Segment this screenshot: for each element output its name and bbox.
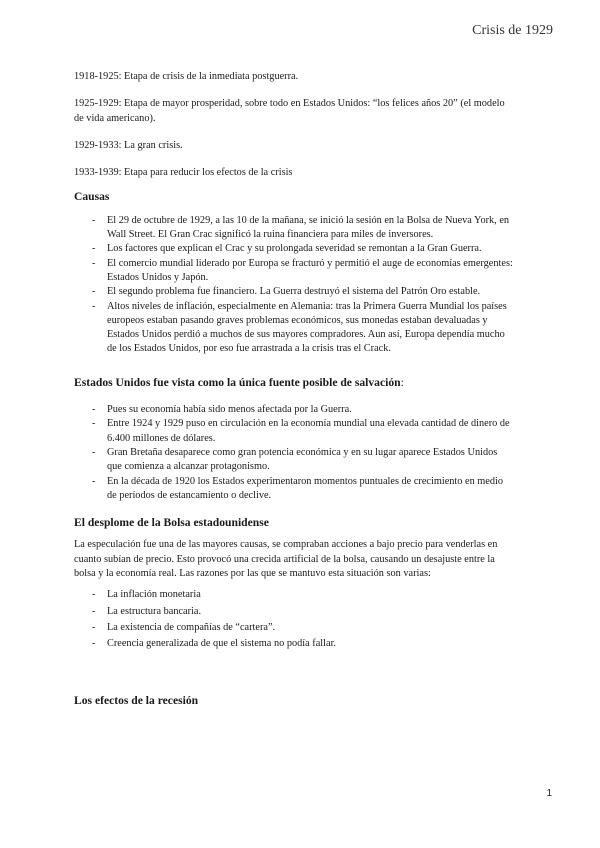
list-marker: - — [92, 404, 96, 416]
causas-list — [74, 214, 514, 357]
list-marker: - — [92, 589, 96, 601]
document-body — [74, 70, 514, 708]
salvacion-list — [74, 403, 514, 503]
desplome-list — [74, 588, 514, 651]
list-item: - Pues su economía había sido menos afectada por la Guerra. — [74, 403, 514, 417]
list-marker: - — [92, 300, 96, 312]
list-marker: - — [92, 418, 96, 430]
list-item: - Creencia generalizada de que el sistema no podía fallar. — [74, 637, 514, 651]
list-item: - La inflación monetaria — [74, 588, 514, 602]
list-item: - La existencia de compañías de “cartera”. — [74, 621, 514, 635]
list-marker: - — [92, 243, 96, 255]
list-marker: - — [92, 605, 96, 617]
list-item: - El segundo problema fue financiero. La Guerra destruyó el sistema del Patrón Oro estable. — [74, 285, 514, 299]
list-item: - El 29 de octubre de 1929, a las 10 de la mañana, se inició la sesión en la Bolsa de Nueva York, en Wall Street. El Gran Crac significó la ruina financiera para miles de inversores. — [92, 214, 510, 241]
list-marker: - — [92, 475, 96, 487]
page-number: 1 — [546, 788, 552, 799]
timeline-entry-4: 1933-1939: Etapa para reducir los efectos de la crisis — [74, 167, 293, 179]
list-item: - El comercio mundial liderado por Europa se fracturó y permitió el auge de economías emergentes: Estados Unidos y Japón. — [92, 257, 513, 283]
list-marker: - — [92, 621, 96, 633]
list-item: - Altos niveles de inflación, especialmente en Alemania: tras la Primera Guerra Mundial los países europeos estaban pasando graves problemas económicos, sus monedas estaban devaluadas y Estados Unidos perdió a muchos de sus mayores compradores. Aun así, Europa dependía mucho de los Estados Unidos, por eso fue arrastrada a la crisis tras el Crack. — [92, 300, 507, 355]
list-marker: - — [92, 257, 96, 269]
timeline-entry-2: 1925-1929: Etapa de mayor prosperidad, sobre todo en Estados Unidos: “los felices años 20” (el modelo de vida americano). — [74, 98, 505, 124]
list-marker: - — [92, 638, 96, 650]
list-item: - Gran Bretaña desaparece como gran potencia económica y en su lugar aparece Estados Unidos que comienza a alcanzar protagonismo. — [92, 446, 498, 473]
desplome-paragraph: La especulación fue una de las mayores causas, se compraban acciones a bajo precio para venderlas en cuanto subían de precio. Esto provocó una crecida artificial de la bolsa, causando un desajuste entre la bolsa y la economía real. Las razones por las que se mantuvo esta situación son varias: — [74, 539, 498, 580]
list-marker: - — [92, 446, 96, 458]
section-heading-desplome: El desplome de la Bolsa estadounidense — [74, 516, 269, 530]
section-heading-salvacion: Estados Unidos fue vista como la única fuente posible de salvación: — [74, 375, 404, 389]
list-item: - Los factores que explican el Crac y su prolongada severidad se remontan a la Gran Guerra. — [74, 242, 514, 256]
section-heading-causas: Causas — [74, 190, 110, 204]
list-marker: - — [92, 214, 96, 226]
page-header-title: Crisis de 1929 — [472, 23, 553, 38]
list-item: - En la década de 1920 los Estados experimentaron momentos puntuales de crecimiento en medio de períodos de estancamiento o declive. — [92, 475, 504, 501]
list-marker: - — [92, 286, 96, 298]
section-heading-efectos: Los efectos de la recesión — [74, 693, 199, 707]
timeline-entry-1: 1918-1925: Etapa de crisis de la inmediata postguerra. — [74, 71, 299, 82]
list-item: - La estructura bancaria. — [74, 605, 514, 619]
list-item: - Entre 1924 y 1929 puso en circulación en la economía mundial una elevada cantidad de dinero de 6.400 millones de dólares. — [92, 418, 510, 444]
timeline-entry-3: 1929-1933: La gran crisis. — [74, 139, 183, 151]
